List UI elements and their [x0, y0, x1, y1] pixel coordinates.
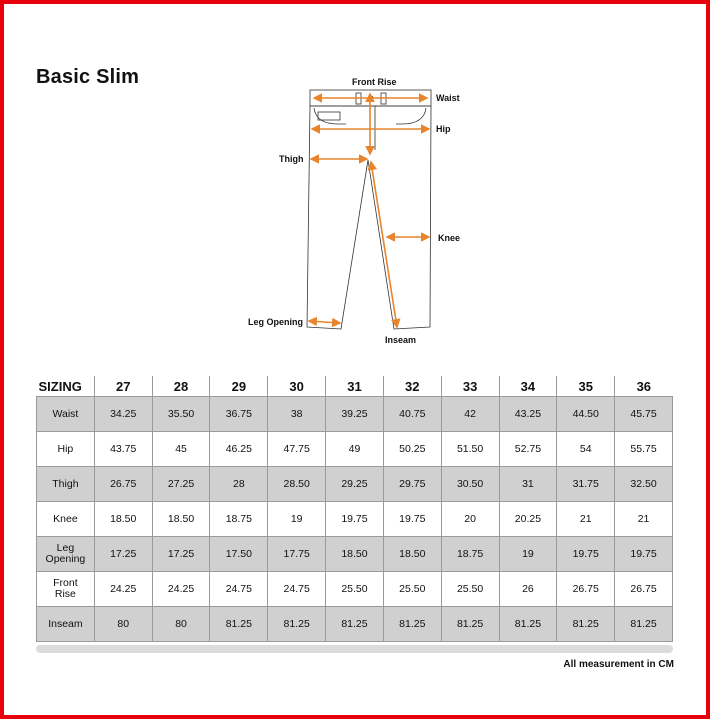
- table-header-size: 27: [94, 376, 152, 397]
- pants-outline: [307, 90, 431, 329]
- table-cell: 55.75: [615, 432, 673, 467]
- table-header-row: [37, 376, 673, 397]
- table-cell: 25.50: [383, 572, 441, 607]
- table-cell: 26.75: [557, 572, 615, 607]
- table-cell: 38: [268, 397, 326, 432]
- table-cell: 28: [210, 467, 268, 502]
- row-label: Thigh: [37, 467, 95, 502]
- table-header-size: 31: [326, 376, 384, 397]
- table-cell: 81.25: [326, 607, 384, 642]
- table-cell: 81.25: [557, 607, 615, 642]
- table-cell: 49: [326, 432, 384, 467]
- label-inseam: Inseam: [385, 335, 417, 345]
- table-cell: 43.75: [94, 432, 152, 467]
- table-cell: 81.25: [268, 607, 326, 642]
- label-thigh: Thigh: [279, 154, 304, 164]
- table-cell: 81.25: [499, 607, 557, 642]
- table-row: [37, 537, 673, 572]
- table-header-size: 33: [441, 376, 499, 397]
- table-cell: 31.75: [557, 467, 615, 502]
- table-cell: 42: [441, 397, 499, 432]
- row-label: Hip: [37, 432, 95, 467]
- table-cell: 26.75: [94, 467, 152, 502]
- table-cell: 30.50: [441, 467, 499, 502]
- table-cell: 34.25: [94, 397, 152, 432]
- label-waist: Waist: [436, 93, 460, 103]
- table-header-size: 30: [268, 376, 326, 397]
- label-leg-opening: Leg Opening: [248, 317, 303, 327]
- table-cell: 26: [499, 572, 557, 607]
- table-cell: 19.75: [383, 502, 441, 537]
- table-cell: 18.50: [152, 502, 210, 537]
- table-cell: 25.50: [441, 572, 499, 607]
- table-cell: 29.25: [326, 467, 384, 502]
- table-cell: 50.25: [383, 432, 441, 467]
- table-cell: 46.25: [210, 432, 268, 467]
- table-cell: 19: [499, 537, 557, 572]
- table-cell: 45: [152, 432, 210, 467]
- table-cell: 27.25: [152, 467, 210, 502]
- table-cell: 19.75: [557, 537, 615, 572]
- table-cell: 18.50: [94, 502, 152, 537]
- row-label: Waist: [37, 397, 95, 432]
- table-cell: 43.25: [499, 397, 557, 432]
- label-front-rise: Front Rise: [352, 77, 397, 87]
- table-row: [37, 432, 673, 467]
- table-cell: 39.25: [326, 397, 384, 432]
- table-header-size: 29: [210, 376, 268, 397]
- table-row: [37, 397, 673, 432]
- row-label: Knee: [37, 502, 95, 537]
- table-header-sizing: SIZING: [37, 376, 95, 397]
- table-cell: 25.50: [326, 572, 384, 607]
- table-cell: 21: [615, 502, 673, 537]
- table-cell: 18.75: [210, 502, 268, 537]
- table-cell: 19.75: [326, 502, 384, 537]
- row-label: Front Rise: [37, 572, 95, 607]
- table-row: [37, 607, 673, 642]
- table-cell: 20.25: [499, 502, 557, 537]
- size-chart-table: [36, 376, 673, 642]
- table-cell: 31: [499, 467, 557, 502]
- table-cell: 19.75: [615, 537, 673, 572]
- table-cell: 18.50: [383, 537, 441, 572]
- table-cell: 17.50: [210, 537, 268, 572]
- table-cell: 36.75: [210, 397, 268, 432]
- table-header-size: 35: [557, 376, 615, 397]
- table-cell: 20: [441, 502, 499, 537]
- table-cell: 19: [268, 502, 326, 537]
- table-cell: 54: [557, 432, 615, 467]
- table-cell: 45.75: [615, 397, 673, 432]
- table-cell: 28.50: [268, 467, 326, 502]
- label-knee: Knee: [438, 233, 461, 243]
- table-cell: 81.25: [441, 607, 499, 642]
- table-cell: 24.25: [94, 572, 152, 607]
- table-cell: 81.25: [210, 607, 268, 642]
- table-cell: 17.75: [268, 537, 326, 572]
- table-header-size: 34: [499, 376, 557, 397]
- table-cell: 24.75: [210, 572, 268, 607]
- table-cell: 32.50: [615, 467, 673, 502]
- table-cell: 80: [152, 607, 210, 642]
- table-cell: 52.75: [499, 432, 557, 467]
- label-hip: Hip: [436, 124, 451, 134]
- table-cell: 18.50: [326, 537, 384, 572]
- table-cell: 18.75: [441, 537, 499, 572]
- table-cell: 17.25: [152, 537, 210, 572]
- inseam-arrow: [371, 162, 397, 327]
- table-header-size: 36: [615, 376, 673, 397]
- table-cell: 81.25: [615, 607, 673, 642]
- leg-opening-arrow: [309, 321, 340, 323]
- table-cell: 29.75: [383, 467, 441, 502]
- table-cell: 40.75: [383, 397, 441, 432]
- table-body: [37, 397, 673, 642]
- horizontal-scrollbar[interactable]: [36, 645, 673, 653]
- measurement-arrows: [309, 94, 429, 327]
- table-cell: 81.25: [383, 607, 441, 642]
- table-header-size: 32: [383, 376, 441, 397]
- table-cell: 51.50: [441, 432, 499, 467]
- table-cell: 21: [557, 502, 615, 537]
- table-cell: 26.75: [615, 572, 673, 607]
- table-cell: 17.25: [94, 537, 152, 572]
- row-label: Leg Opening: [37, 537, 95, 572]
- table-row: [37, 572, 673, 607]
- table-row: [37, 502, 673, 537]
- measurement-unit-note: All measurement in CM: [563, 659, 674, 670]
- table-cell: 44.50: [557, 397, 615, 432]
- table-header-size: 28: [152, 376, 210, 397]
- table-cell: 80: [94, 607, 152, 642]
- table-cell: 24.75: [268, 572, 326, 607]
- table-cell: 47.75: [268, 432, 326, 467]
- row-label: Inseam: [37, 607, 95, 642]
- table-row: [37, 467, 673, 502]
- table-cell: 24.25: [152, 572, 210, 607]
- table-cell: 35.50: [152, 397, 210, 432]
- page-title: Basic Slim: [36, 66, 140, 88]
